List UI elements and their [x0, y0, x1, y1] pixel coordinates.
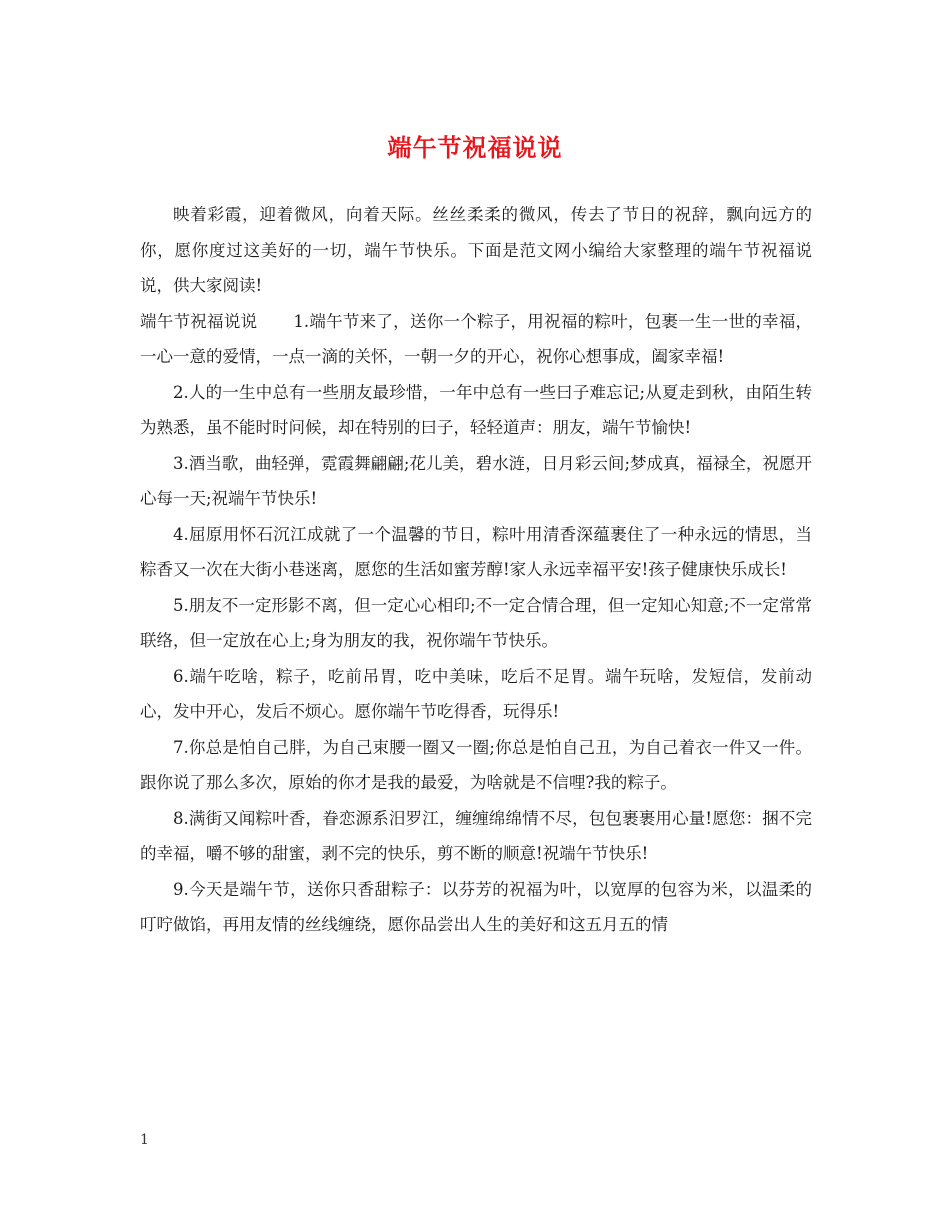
page-number: 1: [140, 1132, 149, 1148]
list-item: 4.屈原用怀石沉江成就了一个温馨的节日，粽叶用清香深蕴裹住了一种永远的情思，当粽香又一次在大街小巷迷离，愿您的生活如蜜芳醇!家人永远幸福平安!孩子健康快乐成长!: [140, 524, 812, 579]
document-body: [140, 197, 812, 943]
intro-paragraph: 映着彩霞，迎着微风，向着天际。丝丝柔柔的微风，传去了节日的祝辞，飘向远方的你，愿你度过这美好的一切，端午节快乐。下面是范文网小编给大家整理的端午节祝福说说，供大家阅读!: [140, 205, 812, 295]
list-item-text: 1.端午节来了，送你一个粽子，用祝福的粽叶，包裹一生一世的幸福，一心一意的爱情，一点一滴的关怀，一朝一夕的开心，祝你心想事成，阖家幸福!: [140, 311, 813, 366]
section-label: 端午节祝福说说: [140, 311, 258, 331]
list-item: 7.你总是怕自己胖，为自己束腰一圈又一圈;你总是怕自己丑，为自己着衣一件又一件。跟你说了那么多次，原始的你才是我的最爱，为啥就是不信哩?我的粽子。: [140, 737, 812, 792]
list-item: [140, 304, 812, 375]
list-item: 3.酒当歌，曲轻弹，霓霞舞翩翩;花儿美，碧水涟，日月彩云间;梦成真，福禄全，祝愿开心每一天;祝端午节快乐!: [140, 453, 812, 508]
list-item: 6.端午吃啥，粽子，吃前吊胃，吃中美味，吃后不足胃。端午玩啥，发短信，发前动心，发中开心，发后不烦心。愿你端午节吃得香，玩得乐!: [140, 666, 812, 721]
list-item: 9.今天是端午节，送你只香甜粽子：以芬芳的祝福为叶，以宽厚的包容为米，以温柔的叮咛做馅，再用友情的丝线缠绕，愿你品尝出人生的美好和这五月五的情: [140, 879, 812, 934]
list-item: 8.满街又闻粽叶香，眷恋源系汨罗江，缠缠绵绵情不尽，包包裹裹用心量!愿您：捆不完的幸福，嚼不够的甜蜜，剥不完的快乐，剪不断的顺意!祝端午节快乐!: [140, 808, 812, 863]
list-item: 2.人的一生中总有一些朋友最珍惜，一年中总有一些曰子难忘记;从夏走到秋，由陌生转为熟悉，虽不能时时问候，却在特别的曰子，轻轻道声：朋友，端午节愉快!: [140, 382, 812, 437]
list-item: 5.朋友不一定形影不离，但一定心心相印;不一定合情合理，但一定知心知意;不一定常常联络，但一定放在心上;身为朋友的我，祝你端午节快乐。: [140, 595, 812, 650]
page-title: 端午节祝福说说: [387, 133, 563, 162]
